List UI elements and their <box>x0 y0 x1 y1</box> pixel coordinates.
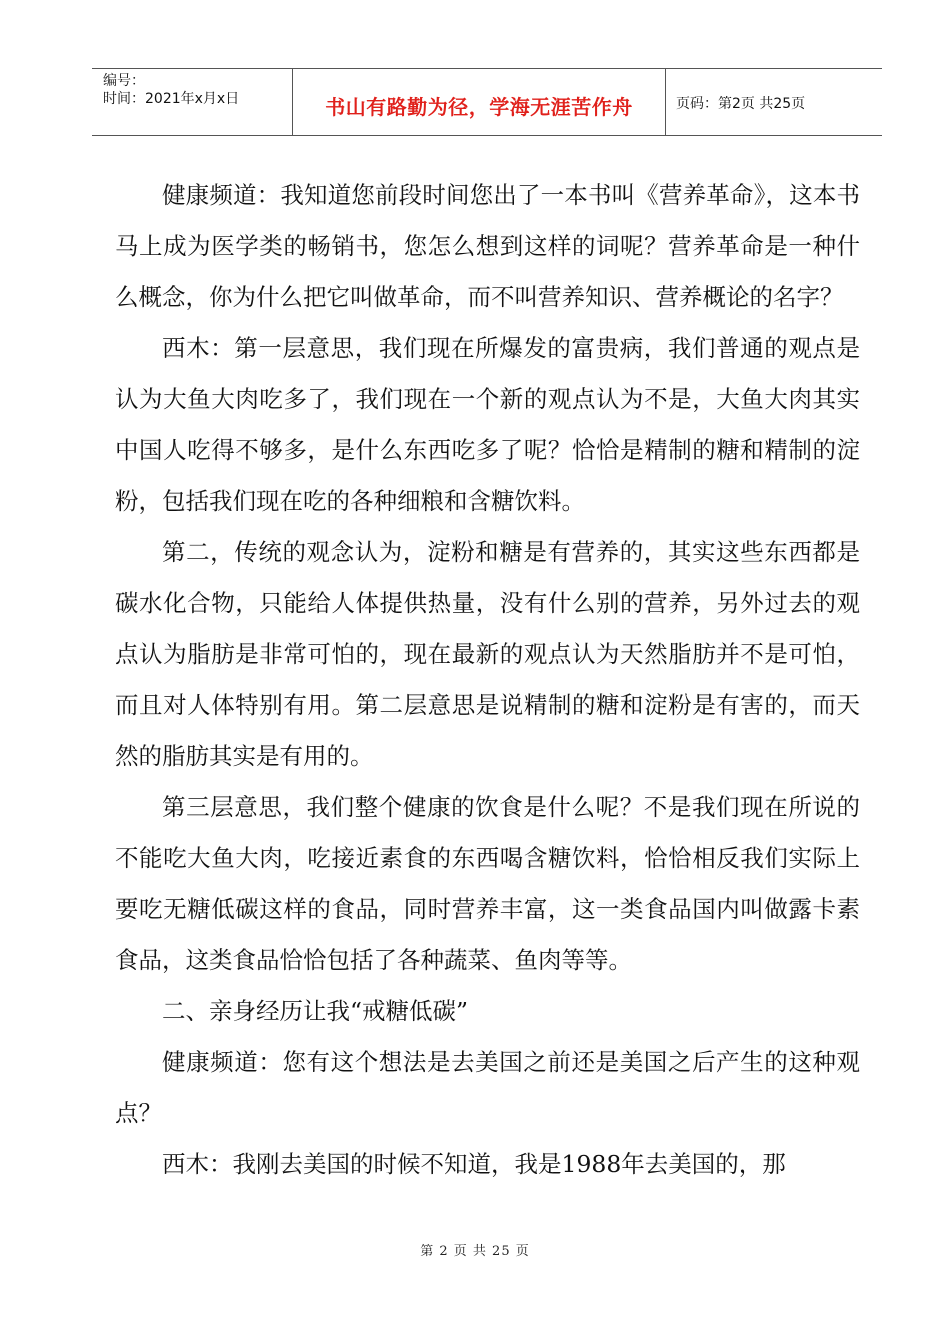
header-meta <box>92 69 293 135</box>
paragraph-3: 第二，传统的观念认为，淀粉和糖是有营养的，其实这些东西都是碳水化合物，只能给人体提供热量，没有什么别的营养，另外过去的观点认为脂肪是非常可怕的，现在最新的观点认为天然脂肪并不是可怕，而且对人体特别有用。第二层意思是说精制的糖和淀粉是有害的，而天然的脂肪其实是有用的。 <box>115 538 860 770</box>
paragraph-1: 健康频道：我知道您前段时间您出了一本书叫《营养革命》，这本书马上成为医学类的畅销书，您怎么想到这样的词呢？营养革命是一种什么概念，你为什么把它叫做革命，而不叫营养知识、营养概论的名字？ <box>115 181 860 311</box>
page-footer: 第 2 页 共 25 页 <box>420 1244 530 1259</box>
document-body <box>115 170 860 1190</box>
serial-number-label: 编号： <box>103 73 145 89</box>
paragraph-2: 西木：第一层意思，我们现在所爆发的富贵病，我们普通的观点是认为大鱼大肉吃多了，我们现在一个新的观点认为不是，大鱼大肉其实中国人吃得不够多，是什么东西吃多了呢？恰恰是精制的糖和精制的淀粉，包括我们现在吃的各种细粮和含糖饮料。 <box>115 334 860 515</box>
paragraph-5: 健康频道：您有这个想法是去美国之前还是美国之后产生的这种观点？ <box>115 1048 860 1127</box>
paragraph-6: 西木：我刚去美国的时候不知道，我是1988年去美国的，那 <box>162 1150 786 1178</box>
header-motto: 书山有路勤为径，学海无涯苦作舟 <box>293 69 666 135</box>
header-page-number: 页码：第2页 共25页 <box>676 96 806 112</box>
section-heading: 二、亲身经历让我“戒糖低碳” <box>162 997 469 1025</box>
paragraph-4: 第三层意思，我们整个健康的饮食是什么呢？不是我们现在所说的不能吃大鱼大肉，吃接近素食的东西喝含糖饮料，恰恰相反我们实际上要吃无糖低碳这样的食品，同时营养丰富，这一类食品国内叫做露卡素食品，这类食品恰恰包括了各种蔬菜、鱼肉等等。 <box>115 793 860 974</box>
date-label: 时间：2021年x月x日 <box>103 91 240 107</box>
document-header <box>92 68 882 136</box>
